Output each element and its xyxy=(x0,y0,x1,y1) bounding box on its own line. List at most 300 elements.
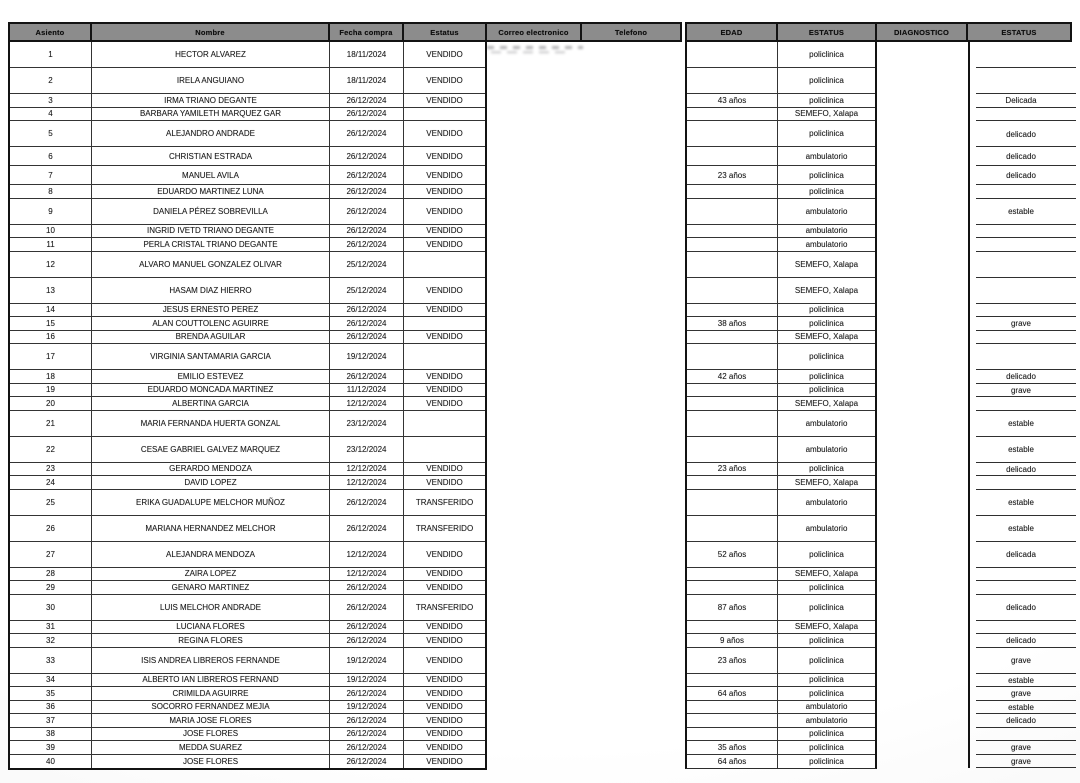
cell-estatus-medico: policlinica xyxy=(809,186,844,196)
cell-estatus-condicion: delicado xyxy=(1006,636,1036,646)
cell-estatus-venta: TRANSFERIDO xyxy=(415,602,474,612)
cell-estatus-medico: ambulatorio xyxy=(805,444,848,454)
table-row xyxy=(10,674,485,688)
table-body-condition xyxy=(968,42,1072,768)
table-row xyxy=(10,476,485,490)
cell-estatus-medico: ambulatorio xyxy=(805,206,848,216)
cell-edad: 87 años xyxy=(687,595,778,620)
table-row-medical xyxy=(687,568,875,582)
cell-edad xyxy=(687,185,778,198)
cell-nombre: SOCORRO FERNANDEZ MEJIA xyxy=(92,701,330,714)
cell-edad xyxy=(687,42,778,67)
table-row xyxy=(10,94,485,108)
table-row-condition xyxy=(970,238,1072,252)
cell-nombre: ALBERTINA GARCIA xyxy=(92,397,330,410)
cell-estatus-venta: VENDIDO xyxy=(426,332,463,342)
cell-nombre: PERLA CRISTAL TRIANO DEGANTE xyxy=(92,238,330,251)
cell-estatus-condicion: delicado xyxy=(1006,129,1036,139)
cell-estatus-medico: policlinica xyxy=(809,549,844,559)
cell-estatus-venta: VENDIDO xyxy=(426,582,463,592)
table-row xyxy=(10,121,485,147)
table-row-medical xyxy=(687,463,875,477)
cell-estatus-medico: policlinica xyxy=(809,129,844,138)
cell-asiento: 26 xyxy=(10,516,92,541)
table-row-medical xyxy=(687,199,875,225)
cell-edad: 43 años xyxy=(687,94,778,107)
cell-estatus-medico: policlinica xyxy=(809,688,844,698)
cell-fecha-compra: 12/12/2024 xyxy=(330,397,404,410)
cell-asiento: 23 xyxy=(10,463,92,476)
cell-nombre: JOSE FLORES xyxy=(92,755,330,769)
cell-fecha-compra: 19/12/2024 xyxy=(330,344,404,369)
cell-estatus-medico: SEMEFO, Xalapa xyxy=(794,398,859,408)
cell-asiento: 14 xyxy=(10,304,92,317)
cell-estatus-condicion: Delicada xyxy=(1005,96,1037,106)
table-row xyxy=(10,252,485,278)
table-row xyxy=(10,185,485,199)
table-row xyxy=(10,370,485,384)
cell-fecha-compra: 26/12/2024 xyxy=(330,199,404,224)
cell-estatus-condicion: estable xyxy=(1008,207,1034,216)
cell-estatus-medico: SEMEFO, Xalapa xyxy=(794,477,859,487)
cell-estatus-condicion: estable xyxy=(1008,702,1034,712)
cell-nombre: ZAIRA LOPEZ xyxy=(92,568,330,581)
cell-nombre: ALBERTO IAN LIBREROS FERNAND xyxy=(92,674,330,687)
cell-fecha-compra: 26/12/2024 xyxy=(330,755,404,769)
cell-fecha-compra: 26/12/2024 xyxy=(330,94,404,107)
cell-edad: 52 años xyxy=(687,542,778,567)
cell-nombre: EMILIO ESTEVEZ xyxy=(92,370,330,383)
table-row xyxy=(10,108,485,122)
cell-estatus-medico: policlinica xyxy=(809,756,844,766)
column-header-estatus_med: ESTATUS xyxy=(776,22,877,42)
cell-edad xyxy=(687,384,778,397)
cell-fecha-compra: 26/12/2024 xyxy=(330,595,404,620)
cell-estatus-condicion xyxy=(970,185,1072,199)
cell-asiento: 10 xyxy=(10,225,92,238)
cell-estatus-medico: SEMEFO, Xalapa xyxy=(794,332,859,342)
column-header-estatus: Estatus xyxy=(402,22,487,42)
table-row-condition xyxy=(970,581,1072,595)
cell-nombre: HECTOR ALVAREZ xyxy=(92,42,330,67)
table-row-condition xyxy=(970,344,1072,370)
table-row-medical xyxy=(687,331,875,345)
cell-estatus-medico: SEMEFO, Xalapa xyxy=(794,109,859,119)
cell-edad xyxy=(687,411,778,436)
cell-fecha-compra: 26/12/2024 xyxy=(330,304,404,317)
table-row-condition xyxy=(970,728,1072,742)
cell-nombre: EDUARDO MONCADA MARTINEZ xyxy=(92,384,330,397)
column-header-fecha: Fecha compra xyxy=(328,22,404,42)
cell-fecha-compra: 26/12/2024 xyxy=(330,621,404,634)
table-row-medical xyxy=(687,108,875,122)
cell-estatus-medico: SEMEFO, Xalapa xyxy=(794,569,859,579)
cell-estatus-venta: VENDIDO xyxy=(426,206,463,216)
cell-estatus-medico: policlinica xyxy=(809,50,844,59)
table-row-medical xyxy=(687,701,875,715)
cell-asiento: 36 xyxy=(10,701,92,714)
table-row-medical xyxy=(687,68,875,94)
cell-edad xyxy=(687,344,778,369)
cell-estatus-condicion: grave xyxy=(1010,319,1031,329)
patient-roster-table xyxy=(8,22,1072,766)
cell-asiento: 2 xyxy=(10,68,92,93)
cell-estatus-condicion: grave xyxy=(1010,385,1031,395)
cell-fecha-compra: 26/12/2024 xyxy=(330,741,404,754)
cell-edad xyxy=(687,714,778,727)
cell-fecha-compra: 26/12/2024 xyxy=(330,121,404,146)
cell-nombre: CESAE GABRIEL GALVEZ MARQUEZ xyxy=(92,437,330,462)
cell-nombre: VIRGINIA SANTAMARIA GARCIA xyxy=(92,344,330,369)
cell-edad xyxy=(687,199,778,224)
cell-nombre: MARIA FERNANDA HUERTA GONZAL xyxy=(92,411,330,436)
cell-estatus-medico: policlinica xyxy=(809,602,844,612)
cell-asiento: 35 xyxy=(10,687,92,700)
cell-estatus-venta: VENDIDO xyxy=(426,186,463,196)
cell-edad xyxy=(687,252,778,277)
cell-edad: 35 años xyxy=(687,741,778,754)
cell-edad xyxy=(687,278,778,303)
cell-edad xyxy=(687,674,778,687)
cell-estatus-venta: VENDIDO xyxy=(426,756,463,766)
cell-edad xyxy=(687,304,778,317)
table-row-medical xyxy=(687,384,875,398)
table-row-condition xyxy=(970,185,1072,199)
cell-estatus-medico: ambulatorio xyxy=(805,418,848,428)
table-row-condition xyxy=(970,568,1072,582)
table-row-medical xyxy=(687,516,875,542)
cell-edad xyxy=(687,225,778,238)
table-row xyxy=(10,687,485,701)
cell-nombre: BARBARA YAMILETH MARQUEZ GAR xyxy=(92,108,330,121)
cell-asiento: 9 xyxy=(10,199,92,224)
cell-estatus-venta: VENDIDO xyxy=(426,76,463,85)
cell-fecha-compra: 19/12/2024 xyxy=(330,674,404,687)
table-row-medical xyxy=(687,304,875,318)
table-row-condition xyxy=(970,701,1072,715)
table-row xyxy=(10,199,485,225)
cell-fecha-compra: 23/12/2024 xyxy=(330,411,404,436)
cell-asiento: 24 xyxy=(10,476,92,489)
cell-estatus-medico: ambulatorio xyxy=(805,497,848,507)
table-row xyxy=(10,437,485,463)
table-row xyxy=(10,42,485,68)
table-row-condition xyxy=(970,674,1072,688)
cell-estatus-venta: VENDIDO xyxy=(426,398,463,408)
cell-nombre: REGINA FLORES xyxy=(92,634,330,647)
cell-asiento: 33 xyxy=(10,648,92,673)
table-row xyxy=(10,278,485,304)
cell-estatus-medico: policlinica xyxy=(809,742,844,752)
table-row-condition xyxy=(970,108,1072,122)
cell-asiento: 39 xyxy=(10,741,92,754)
table-row-medical xyxy=(687,687,875,701)
table-row-condition xyxy=(970,252,1072,278)
table-row-medical xyxy=(687,476,875,490)
cell-estatus-condicion xyxy=(970,278,1072,304)
cell-edad xyxy=(687,331,778,344)
cell-nombre: CRIMILDA AGUIRRE xyxy=(92,687,330,700)
cell-estatus-venta: VENDIDO xyxy=(426,170,463,180)
table-row xyxy=(10,68,485,94)
table-row-condition xyxy=(970,490,1072,516)
cell-edad xyxy=(687,701,778,714)
table-row-condition xyxy=(970,199,1072,225)
cell-asiento: 27 xyxy=(10,542,92,567)
table-row xyxy=(10,384,485,398)
cell-estatus-condicion xyxy=(970,238,1072,252)
cell-asiento: 25 xyxy=(10,490,92,515)
table-row-medical xyxy=(687,411,875,437)
cell-fecha-compra: 19/12/2024 xyxy=(330,701,404,714)
cell-asiento: 5 xyxy=(10,121,92,146)
table-row-condition xyxy=(970,755,1072,769)
column-header-estatus_cond: ESTATUS xyxy=(966,22,1072,42)
table-row xyxy=(10,648,485,674)
cell-estatus-venta: VENDIDO xyxy=(426,635,463,645)
table-row-medical xyxy=(687,714,875,728)
table-row-condition xyxy=(970,68,1072,94)
cell-nombre: IRELA ANGUIANO xyxy=(92,68,330,93)
cell-asiento: 13 xyxy=(10,278,92,303)
table-row xyxy=(10,728,485,742)
cell-estatus-condicion xyxy=(970,108,1072,122)
cell-estatus-medico: ambulatorio xyxy=(805,151,848,161)
table-row-medical xyxy=(687,490,875,516)
cell-fecha-compra: 26/12/2024 xyxy=(330,516,404,541)
cell-estatus-medico: policlinica xyxy=(809,464,844,474)
cell-nombre: GERARDO MENDOZA xyxy=(92,463,330,476)
cell-estatus-venta: VENDIDO xyxy=(426,95,463,105)
cell-estatus-condicion: grave xyxy=(1010,756,1031,766)
cell-edad xyxy=(687,108,778,121)
table-row-medical xyxy=(687,397,875,411)
cell-estatus-venta: VENDIDO xyxy=(426,742,463,752)
cell-nombre: MEDDA SUAREZ xyxy=(92,741,330,754)
cell-edad xyxy=(687,728,778,741)
table-row-condition xyxy=(970,648,1072,674)
cell-nombre: MARIA JOSE FLORES xyxy=(92,714,330,727)
cell-estatus-medico: policlinica xyxy=(809,352,844,361)
cell-fecha-compra: 23/12/2024 xyxy=(330,437,404,462)
cell-estatus-condicion xyxy=(970,344,1072,370)
cell-estatus-condicion: estable xyxy=(1008,445,1034,454)
cell-estatus-venta: VENDIDO xyxy=(426,385,463,395)
table-row-medical xyxy=(687,238,875,252)
cell-asiento: 34 xyxy=(10,674,92,687)
cell-estatus-condicion: delicado xyxy=(1006,603,1036,612)
cell-edad xyxy=(687,121,778,146)
cell-asiento: 22 xyxy=(10,437,92,462)
table-row-condition xyxy=(970,370,1072,384)
cell-edad xyxy=(687,516,778,541)
cell-estatus-venta: VENDIDO xyxy=(426,688,463,698)
table-row-condition xyxy=(970,437,1072,463)
cell-nombre: ALVARO MANUEL GONZALEZ OLIVAR xyxy=(92,252,330,277)
table-row-medical xyxy=(687,42,875,68)
table-row-medical xyxy=(687,317,875,331)
cell-estatus-venta xyxy=(404,411,485,436)
column-header-edad: EDAD xyxy=(685,22,778,42)
cell-estatus-medico: SEMEFO, Xalapa xyxy=(794,622,859,632)
cell-estatus-venta: VENDIDO xyxy=(426,675,463,685)
table-row-condition xyxy=(970,331,1072,345)
cell-estatus-condicion xyxy=(970,304,1072,318)
cell-estatus-venta: VENDIDO xyxy=(426,371,463,381)
table-row-medical xyxy=(687,674,875,688)
cell-asiento: 16 xyxy=(10,331,92,344)
cell-fecha-compra: 26/12/2024 xyxy=(330,490,404,515)
cell-estatus-condicion xyxy=(970,68,1072,94)
table-body-medical xyxy=(685,42,877,769)
cell-nombre: IRMA TRIANO DEGANTE xyxy=(92,94,330,107)
cell-estatus-medico: ambulatorio xyxy=(805,702,848,712)
table-row-medical xyxy=(687,94,875,108)
table-row-condition xyxy=(970,476,1072,490)
cell-estatus-medico: policlinica xyxy=(809,371,844,381)
cell-nombre: EDUARDO MARTINEZ LUNA xyxy=(92,185,330,198)
cell-estatus-condicion: delicado xyxy=(1006,152,1036,161)
table-row xyxy=(10,701,485,715)
cell-asiento: 4 xyxy=(10,108,92,121)
cell-asiento: 20 xyxy=(10,397,92,410)
table-row xyxy=(10,166,485,185)
cell-estatus-medico: ambulatorio xyxy=(805,226,848,236)
table-row xyxy=(10,542,485,568)
cell-asiento: 17 xyxy=(10,344,92,369)
cell-estatus-condicion: estable xyxy=(1008,419,1034,428)
cell-estatus-venta: VENDIDO xyxy=(426,285,463,295)
cell-estatus-medico: policlinica xyxy=(809,76,844,85)
cell-fecha-compra: 19/12/2024 xyxy=(330,648,404,673)
table-row-condition xyxy=(970,411,1072,437)
cell-fecha-compra: 12/12/2024 xyxy=(330,463,404,476)
cell-asiento: 11 xyxy=(10,238,92,251)
cell-fecha-compra: 12/12/2024 xyxy=(330,476,404,489)
table-row-medical xyxy=(687,728,875,742)
cell-edad: 64 años xyxy=(687,755,778,769)
table-row xyxy=(10,595,485,621)
cell-estatus-condicion xyxy=(970,568,1072,582)
cell-estatus-condicion: grave xyxy=(1010,689,1031,699)
cell-edad xyxy=(687,490,778,515)
cell-fecha-compra: 26/12/2024 xyxy=(330,238,404,251)
cell-fecha-compra: 26/12/2024 xyxy=(330,185,404,198)
cell-estatus-medico: policlinica xyxy=(809,675,844,685)
cell-estatus-venta: VENDIDO xyxy=(426,477,463,487)
cell-estatus-venta: TRANSFERIDO xyxy=(415,523,474,533)
cell-estatus-condicion: estable xyxy=(1008,524,1034,533)
table-row-condition xyxy=(970,304,1072,318)
cell-estatus-venta: VENDIDO xyxy=(426,305,463,315)
table-row-condition xyxy=(970,121,1072,147)
table-row xyxy=(10,225,485,239)
cell-estatus-medico: ambulatorio xyxy=(805,715,848,725)
cell-nombre: DAVID LOPEZ xyxy=(92,476,330,489)
cell-fecha-compra: 26/12/2024 xyxy=(330,317,404,330)
cell-fecha-compra: 26/12/2024 xyxy=(330,370,404,383)
table-row-medical xyxy=(687,648,875,674)
cell-edad xyxy=(687,397,778,410)
table-row-condition xyxy=(970,542,1072,568)
cell-nombre: MANUEL AVILA xyxy=(92,166,330,184)
cell-nombre: ALAN COUTTOLENC AGUIRRE xyxy=(92,317,330,330)
cell-estatus-condicion: delicado xyxy=(1006,716,1036,726)
table-row-condition xyxy=(970,317,1072,331)
table-row-medical xyxy=(687,252,875,278)
cell-estatus-medico: policlinica xyxy=(809,305,844,315)
cell-estatus-condicion: delicado xyxy=(1006,464,1036,474)
table-row-condition xyxy=(970,278,1072,304)
cell-estatus-venta: VENDIDO xyxy=(426,129,463,138)
cell-estatus-medico: policlinica xyxy=(809,635,844,645)
cell-nombre: JOSE FLORES xyxy=(92,728,330,741)
cell-estatus-venta: TRANSFERIDO xyxy=(415,497,474,507)
cell-asiento: 21 xyxy=(10,411,92,436)
cell-estatus-medico: SEMEFO, Xalapa xyxy=(794,259,859,269)
cell-estatus-medico: policlinica xyxy=(809,95,844,105)
table-row-medical xyxy=(687,370,875,384)
cell-estatus-venta xyxy=(404,317,485,330)
table-row-medical xyxy=(687,344,875,370)
cell-estatus-medico: policlinica xyxy=(809,385,844,395)
cell-edad: 23 años xyxy=(687,463,778,476)
cell-asiento: 6 xyxy=(10,147,92,165)
cell-nombre: ISIS ANDREA LIBREROS FERNANDE xyxy=(92,648,330,673)
cell-estatus-condicion xyxy=(970,621,1072,635)
table-row-medical xyxy=(687,634,875,648)
column-header-nombre: Nombre xyxy=(90,22,330,42)
cell-asiento: 19 xyxy=(10,384,92,397)
cell-estatus-medico: policlinica xyxy=(809,170,844,180)
table-row-condition xyxy=(970,595,1072,621)
table-body-main xyxy=(8,42,487,770)
cell-fecha-compra: 26/12/2024 xyxy=(330,108,404,121)
cell-nombre: ERIKA GUADALUPE MELCHOR MUÑOZ xyxy=(92,490,330,515)
table-row-condition xyxy=(970,714,1072,728)
table-row-medical xyxy=(687,278,875,304)
table-row xyxy=(10,490,485,516)
cell-edad xyxy=(687,238,778,251)
table-row-medical xyxy=(687,121,875,147)
table-row xyxy=(10,344,485,370)
cell-fecha-compra: 26/12/2024 xyxy=(330,687,404,700)
cell-estatus-venta: VENDIDO xyxy=(426,464,463,474)
table-row-medical xyxy=(687,595,875,621)
cell-edad: 9 años xyxy=(687,634,778,647)
cell-estatus-venta: VENDIDO xyxy=(426,655,463,665)
table-row xyxy=(10,516,485,542)
table-row xyxy=(10,238,485,252)
table-row xyxy=(10,411,485,437)
cell-estatus-condicion xyxy=(970,252,1072,278)
table-row xyxy=(10,741,485,755)
table-header xyxy=(8,22,1072,42)
table-row-condition xyxy=(970,516,1072,542)
cell-estatus-venta xyxy=(404,437,485,462)
blurred-text-artifact xyxy=(487,45,583,56)
cell-nombre: DANIELA PÉREZ SOBREVILLA xyxy=(92,199,330,224)
cell-fecha-compra: 26/12/2024 xyxy=(330,581,404,594)
cell-estatus-venta: VENDIDO xyxy=(426,702,463,712)
column-header-telefono: Telefono xyxy=(580,22,682,42)
cell-asiento: 12 xyxy=(10,252,92,277)
table-row-condition xyxy=(970,397,1072,411)
cell-asiento: 29 xyxy=(10,581,92,594)
table-row xyxy=(10,147,485,166)
cell-estatus-venta: VENDIDO xyxy=(426,226,463,236)
table-row xyxy=(10,397,485,411)
